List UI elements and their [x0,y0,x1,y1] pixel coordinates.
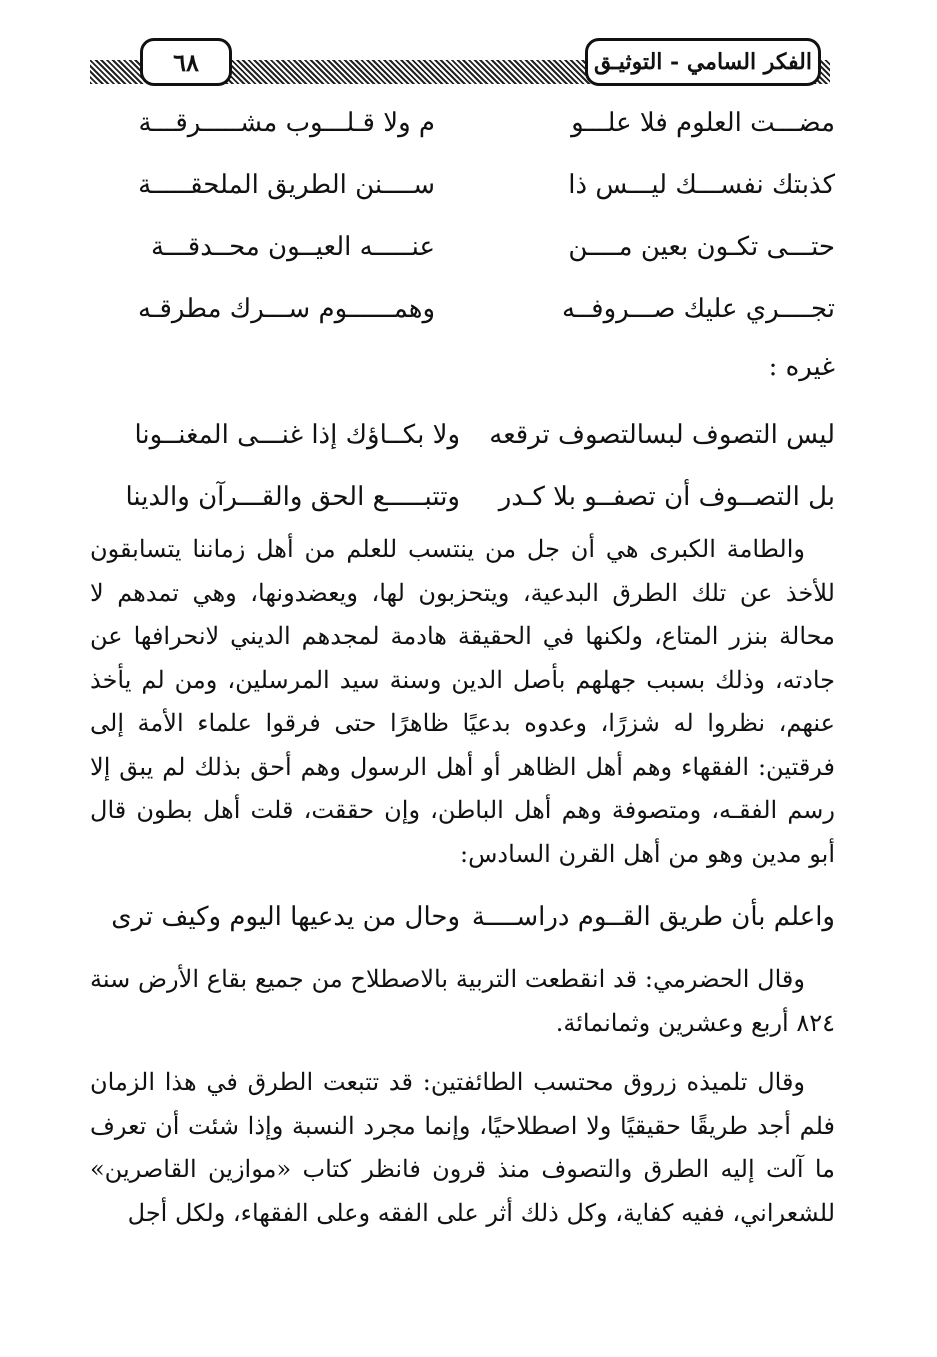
verse-second-hemistich: وهمــــــوم ســـرك مطرقـه [137,294,435,324]
verse-line [90,466,835,528]
verse-first-hemistich: ليس التصوف لبسالتصوف ترقعه [489,420,835,450]
verse-first-hemistich: كذبتك نفســـك ليـــس ذا [568,170,835,200]
verse-second-hemistich: م ولا قـلـــوب مشـــــرقـــة [138,108,435,138]
other-poet-label: غيره : [768,352,835,382]
verse-second-hemistich: وحال من يدعيها اليوم وكيف ترى [111,902,460,932]
page-number: ٦٨ [173,47,199,77]
verse-line [90,216,835,278]
body-paragraph: وقال الحضرمي: قد انقطعت التربية بالاصطلاح من جميع بقاع الأرض سنة ٨٢٤ أربع وعشرين وثمانمائة. [90,965,835,1037]
verse-first-hemistich: تجــــري عليك صـــروفــه [561,294,835,324]
verse-first-hemistich: حتـــى تكـون بعين مــــن [568,232,835,262]
verse-line [90,154,835,216]
page-number-box [140,38,232,86]
verse-first-hemistich: بل التصــوف أن تصفــو بلا كـدر [498,482,835,512]
running-title-text: الفكر السامي - التوثيـق [594,49,812,75]
page-body [90,92,835,1235]
body-paragraph: وقال تلميذه زروق محتسب الطائفتين: قد تتبعت الطرق في هذا الزمان فلم أجد طريقًا حقيقيًا ولا اصطلاحيًا، وإنما مجرد النسبة وإذا شئت أن تعرف ما آلت إليه الطرق والتصوف منذ قرون فانظر كتاب «موازين القاصرين» للشعراني، ففيه كفاية، وكل ذلك أثر على الفقه وعلى الفقهاء، ولكل أجل [90,1068,835,1227]
verse-second-hemistich: عنـــــه العيــون محــدقـــة [150,232,435,262]
verse-line [90,886,835,948]
verse-first-hemistich: مضـــت العلوم فلا علـــو [571,108,835,138]
verse-line [90,92,835,154]
verse-second-hemistich: ولا بكــاؤك إذا غنـــى المغنــونا [134,420,460,450]
verse-line [90,278,835,340]
verse-first-hemistich: واعلم بأن طريق القــوم دراســــة [471,902,835,932]
verse-second-hemistich: وتتبـــــع الحق والقـــرآن والدينا [125,482,460,512]
body-paragraph: والطامة الكبرى هي أن جل من ينتسب للعلم من أهل زماننا يتسابقون للأخذ عن تلك الطرق البدعية، ويتحزبون لها، ويعضدونها، وهي تمدهم لا محالة بنزر المتاع، ولكنها في الحقيقة هادمة لمجدهم الديني لانحرافها عن جادته، وذلك بسبب جهلهم بأصل الدين وسنة سيد المرسلين، ومن لم يأخذ عنهم، نظروا له شزرًا، وعدوه بدعيًا ظاهرًا حتى فرقوا علماء الأمة إلى فرقتين: الفقهاء وهم أهل الظاهر أو أهل الرسول وهم أحق بذلك لم يبق إلا رسم الفقـه، ومتصوفة وهم أهل الباطن، وإن حققت، قلت أهل بطون قال أبو مدين وهو من أهل القرن السادس: [90,535,836,868]
running-title [585,38,821,86]
verse-second-hemistich: ســــنن الطريق الملحقـــــة [138,170,435,200]
verse-line [90,404,835,466]
